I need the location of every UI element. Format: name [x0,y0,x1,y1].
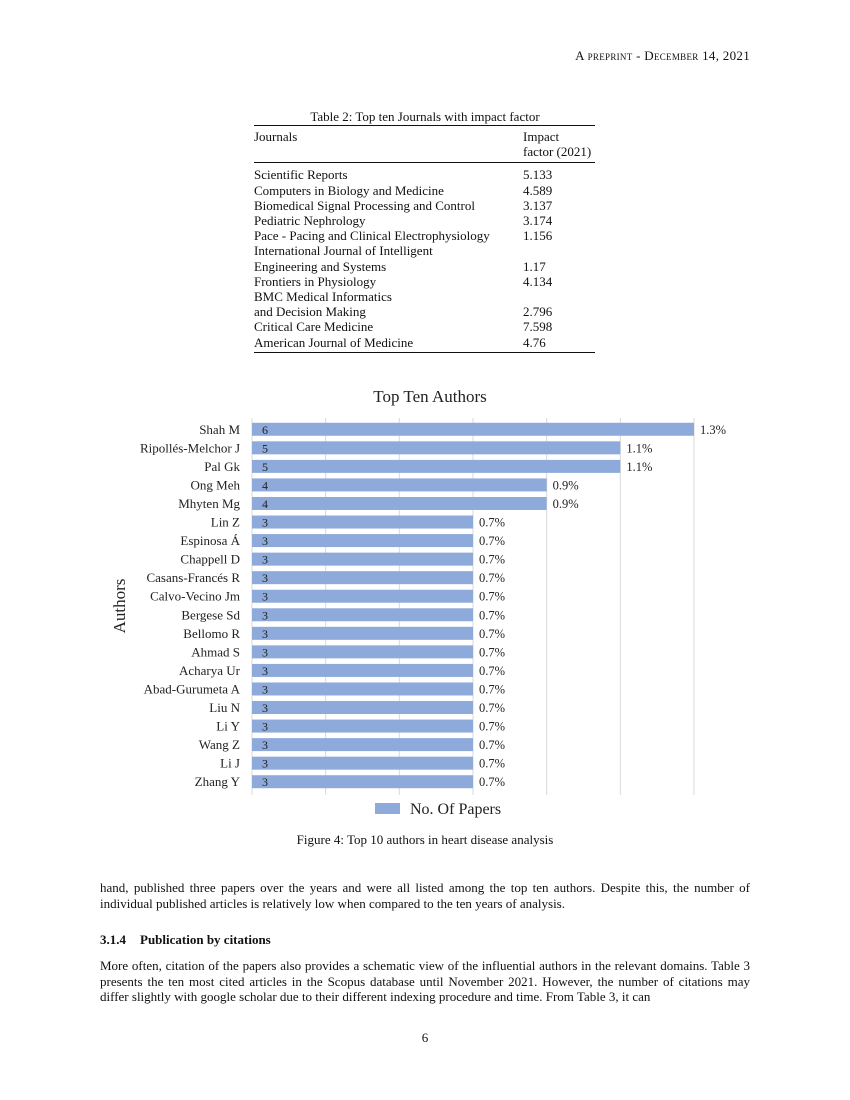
table-row [254,213,595,228]
bar [252,627,473,640]
bar-value-label: 5 [262,441,268,456]
percent-label: 0.7% [479,682,506,697]
bar [252,441,620,454]
journal-name-cell: Pace - Pacing and Clinical Electrophysiology [254,228,490,244]
bar-value-label: 3 [262,645,268,660]
bar-value-label: 5 [262,459,268,474]
category-label: Bellomo R [183,625,240,641]
section-heading [100,932,271,948]
figure4-caption: Figure 4: Top 10 authors in heart disease analysis [296,832,554,847]
category-label: Lin Z [210,514,240,530]
bar [252,423,694,436]
bar-value-label: 3 [262,682,268,697]
percent-label: 0.7% [479,701,506,716]
category-label: Shah M [199,421,240,437]
bar-value-label: 4 [262,478,268,493]
bar [252,608,473,621]
col-impact-header: Impact factor (2021) [523,129,592,160]
impact-factor-cell [519,243,595,258]
bar-value-label: 3 [262,626,268,641]
journal-name-cell: Biomedical Signal Processing and Control [254,197,475,213]
impact-factor-cell [519,289,595,304]
category-label: Ong Meh [190,477,240,493]
paragraph-2: More often, citation of the papers also provides a schematic view of the influential authors in the relevant domains. Table 3 presents the ten most cited articles in the Scopus database until November 2021. However, the number of citations may differ slightly with google scholar due to their different indexing procedure and time. From Table 3, it can [100,958,750,1004]
bar-value-label: 3 [262,608,268,623]
table-row [254,289,595,304]
bar [252,645,473,658]
percent-label: 0.7% [479,719,506,734]
impact-factor-cell: 3.174 [523,213,553,229]
impact-factor-cell: 4.589 [523,182,553,198]
journal-name-cell: and Decision Making [254,304,366,320]
bar [252,738,473,751]
table-row [254,183,595,198]
bar-value-label: 4 [262,496,268,511]
journal-name-cell: Pediatric Nephrology [254,213,366,229]
chart-title: Top Ten Authors [373,387,487,406]
legend-swatch [375,803,400,814]
percent-label: 0.7% [479,663,506,678]
bar [252,664,473,677]
section-title: Publication by citations [140,932,271,947]
impact-factor-cell: 1.17 [523,258,546,274]
percent-label: 0.7% [479,552,506,567]
percent-label: 0.7% [479,534,506,549]
bar-value-label: 3 [262,589,268,604]
bar-value-label: 3 [262,701,268,716]
category-label: Ripollés-Melchor J [139,440,240,456]
bar-value-label: 6 [262,422,268,437]
percent-label: 1.3% [700,422,727,437]
journals-table [254,125,595,353]
category-label: Zhang Y [194,774,240,790]
table-row [254,228,595,243]
percent-label: 0.9% [552,478,579,493]
percent-label: 0.7% [479,645,506,660]
impact-factor-cell: 1.156 [523,228,553,244]
percent-label: 1.1% [626,441,653,456]
percent-label: 0.7% [479,571,506,586]
journal-name-cell: BMC Medical Informatics [254,289,392,305]
category-label: Li Y [216,718,240,734]
top-authors-chart [0,380,850,825]
category-label: Calvo-Vecino Jm [150,588,240,604]
category-label: Abad-Gurumeta A [143,681,240,697]
bar-value-label: 3 [262,775,268,790]
percent-label: 0.7% [479,775,506,790]
page-number: 6 [421,1030,429,1045]
journal-name-cell: Computers in Biology and Medicine [254,182,444,198]
category-label: Bergese Sd [181,607,240,623]
category-label: Ahmad S [191,644,240,660]
impact-factor-cell: 2.796 [523,304,553,320]
bar [252,590,473,603]
table-row [254,198,595,213]
journal-name-cell: Critical Care Medicine [254,319,374,335]
impact-factor-cell: 4.134 [523,273,553,289]
bar [252,553,473,566]
category-label: Acharya Ur [179,662,240,678]
y-axis-label: Authors [110,578,129,634]
impact-factor-cell: 3.137 [523,197,553,213]
table-row [254,163,595,183]
percent-label: 0.7% [479,738,506,753]
section-number: 3.1.4 [100,932,126,947]
impact-factor-cell: 5.133 [523,167,553,183]
bar-value-label: 3 [262,756,268,771]
bar [252,460,620,473]
bar [252,775,473,788]
impact-factor-cell: 7.598 [523,319,553,335]
category-label: Li J [220,755,240,771]
table-row [254,274,595,289]
table-row [254,319,595,334]
percent-label: 1.1% [626,459,653,474]
percent-label: 0.7% [479,626,506,641]
bar [252,571,473,584]
table-row [254,304,595,319]
category-label: Liu N [209,700,240,716]
bar [252,478,547,491]
bar [252,534,473,547]
bar-value-label: 3 [262,571,268,586]
bar [252,757,473,770]
percent-label: 0.9% [552,496,579,511]
category-label: Wang Z [198,737,240,753]
table2-caption: Table 2: Top ten Journals with impact factor [310,109,540,124]
category-label: Casans-Francés R [146,570,240,586]
col-journals-header: Journals [254,129,298,144]
table-row [254,243,595,258]
bar-value-label: 3 [262,738,268,753]
table-header-row [254,126,595,163]
bar [252,701,473,714]
paragraph-1: hand, published three papers over the years and were all listed among the top ten authors. Despite this, the number of individual published articles is relatively low when compared to the ten years of analysis. [100,880,750,911]
category-label: Mhyten Mg [178,495,240,511]
table-row [254,259,595,274]
category-label: Pal Gk [204,458,240,474]
bar [252,497,547,510]
bar [252,682,473,695]
percent-label: 0.7% [479,608,506,623]
percent-label: 0.7% [479,756,506,771]
percent-label: 0.7% [479,515,506,530]
bar-value-label: 3 [262,663,268,678]
bar-value-label: 3 [262,719,268,734]
impact-factor-cell: 4.76 [523,334,546,350]
journal-name-cell: Scientific Reports [254,167,348,183]
running-header: A preprint - December 14, 2021 [575,48,750,63]
category-label: Chappell D [180,551,240,567]
percent-label: 0.7% [479,589,506,604]
journal-name-cell: American Journal of Medicine [254,334,414,350]
journal-name-cell: International Journal of Intelligent [254,243,433,259]
legend-label: No. Of Papers [410,801,502,818]
bar-value-label: 3 [262,534,268,549]
bar-value-label: 3 [262,515,268,530]
table-row [254,335,595,353]
bar [252,720,473,733]
journal-name-cell: Engineering and Systems [254,258,387,274]
bar-value-label: 3 [262,552,268,567]
journal-name-cell: Frontiers in Physiology [254,273,377,289]
category-label: Espinosa Á [180,533,240,549]
bar [252,516,473,529]
